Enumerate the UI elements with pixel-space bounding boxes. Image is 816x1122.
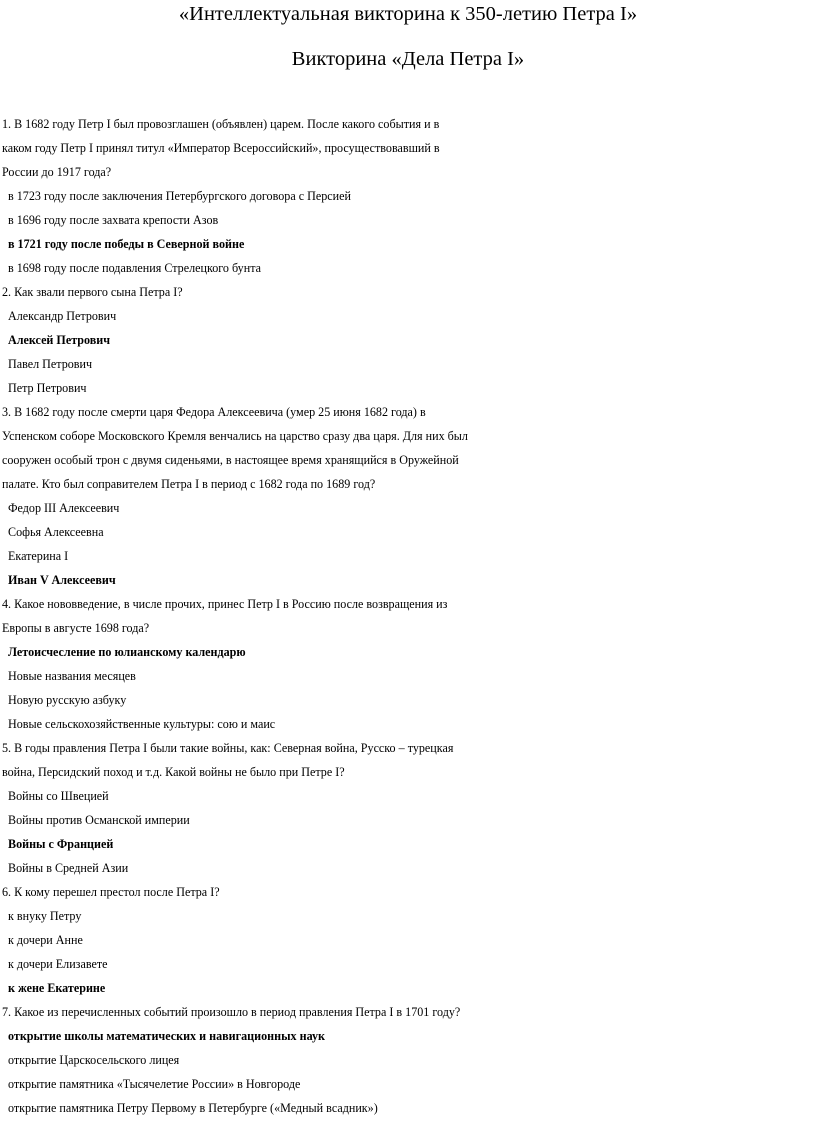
answer-option-correct: Алексей Петрович — [8, 333, 111, 347]
answer-option: открытие памятника Петру Первому в Петербурге («Медный всадник») — [8, 1101, 378, 1115]
answer-option: к внуку Петру — [8, 909, 82, 923]
question-1 — [0, 112, 816, 280]
answer-option-correct: Иван V Алексеевич — [8, 573, 116, 587]
answer-option: в 1723 году после заключения Петербургского договора с Персией — [8, 189, 351, 203]
document-title: «Интеллектуальная викторина к 350-летию Петра I» — [178, 3, 638, 25]
answer-option: в 1698 году после подавления Стрелецкого бунта — [8, 261, 261, 275]
answer-option: Софья Алексеевна — [8, 525, 104, 539]
answer-option: Федор III Алексеевич — [8, 501, 120, 515]
question-text-line: 3. В 1682 году после смерти царя Федора Алексеевича (умер 25 июня 1682 года) в — [2, 405, 426, 419]
answer-option: Новые сельскохозяйственные культуры: сою и маис — [8, 717, 276, 731]
answer-option: Войны со Швецией — [8, 789, 109, 803]
answer-option: Екатерина I — [8, 549, 69, 563]
answer-option: в 1696 году после захвата крепости Азов — [8, 213, 219, 227]
answer-option: Александр Петрович — [8, 309, 117, 323]
quiz-content — [0, 112, 816, 1120]
question-text-line: России до 1917 года? — [2, 165, 112, 179]
answer-option: Павел Петрович — [8, 357, 93, 371]
question-text-line: 1. В 1682 году Петр I был провозглашен (объявлен) царем. После какого события и в — [2, 117, 440, 131]
question-6 — [0, 880, 816, 1000]
answer-option: Новую русскую азбуку — [8, 693, 127, 707]
answer-option: открытие Царскосельского лицея — [8, 1053, 180, 1067]
quiz-subtitle: Викторина «Дела Петра I» — [291, 48, 525, 70]
answer-option-correct: к жене Екатерине — [8, 981, 106, 995]
question-text-line: каком году Петр I принял титул «Император Всероссийский», просуществовавший в — [2, 141, 440, 155]
answer-option: Петр Петрович — [8, 381, 87, 395]
answer-option-correct: Летоисчесление по юлианскому календарю — [8, 645, 246, 659]
question-3 — [0, 400, 816, 592]
question-text-line: 6. К кому перешел престол после Петра I? — [2, 885, 220, 899]
answer-option-correct: в 1721 году после победы в Северной войне — [8, 237, 245, 251]
answer-option: к дочери Елизавете — [8, 957, 108, 971]
question-text-line: 7. Какое из перечисленных событий произошло в период правления Петра I в 1701 году? — [2, 1005, 461, 1019]
question-text-line: сооружен особый трон с двумя сиденьями, в настоящее время хранящийся в Оружейной — [2, 453, 459, 467]
answer-option: Войны против Османской империи — [8, 813, 190, 827]
question-text-line: 5. В годы правления Петра I были такие войны, как: Северная война, Русско – турецкая — [2, 741, 454, 755]
question-text-line: Успенском соборе Московского Кремля венчались на царство сразу два царя. Для них был — [2, 429, 468, 443]
answer-option-correct: открытие школы математических и навигационных наук — [8, 1029, 326, 1043]
question-text-line: 2. Как звали первого сына Петра I? — [2, 285, 183, 299]
question-2 — [0, 280, 816, 400]
question-text-line: Европы в августе 1698 года? — [2, 621, 150, 635]
answer-option-correct: Войны с Францией — [8, 837, 114, 851]
question-4 — [0, 592, 816, 736]
answer-option: открытие памятника «Тысячелетие России» в Новгороде — [8, 1077, 301, 1091]
question-7 — [0, 1000, 816, 1120]
question-5 — [0, 736, 816, 880]
question-text-line: 4. Какое нововведение, в числе прочих, принес Петр I в Россию после возвращения из — [2, 597, 448, 611]
answer-option: к дочери Анне — [8, 933, 83, 947]
question-text-line: война, Персидский поход и т.д. Какой войны не было при Петре I? — [2, 765, 345, 779]
answer-option: Войны в Средней Азии — [8, 861, 129, 875]
answer-option: Новые названия месяцев — [8, 669, 136, 683]
question-text-line: палате. Кто был соправителем Петра I в период с 1682 года по 1689 год? — [2, 477, 376, 491]
